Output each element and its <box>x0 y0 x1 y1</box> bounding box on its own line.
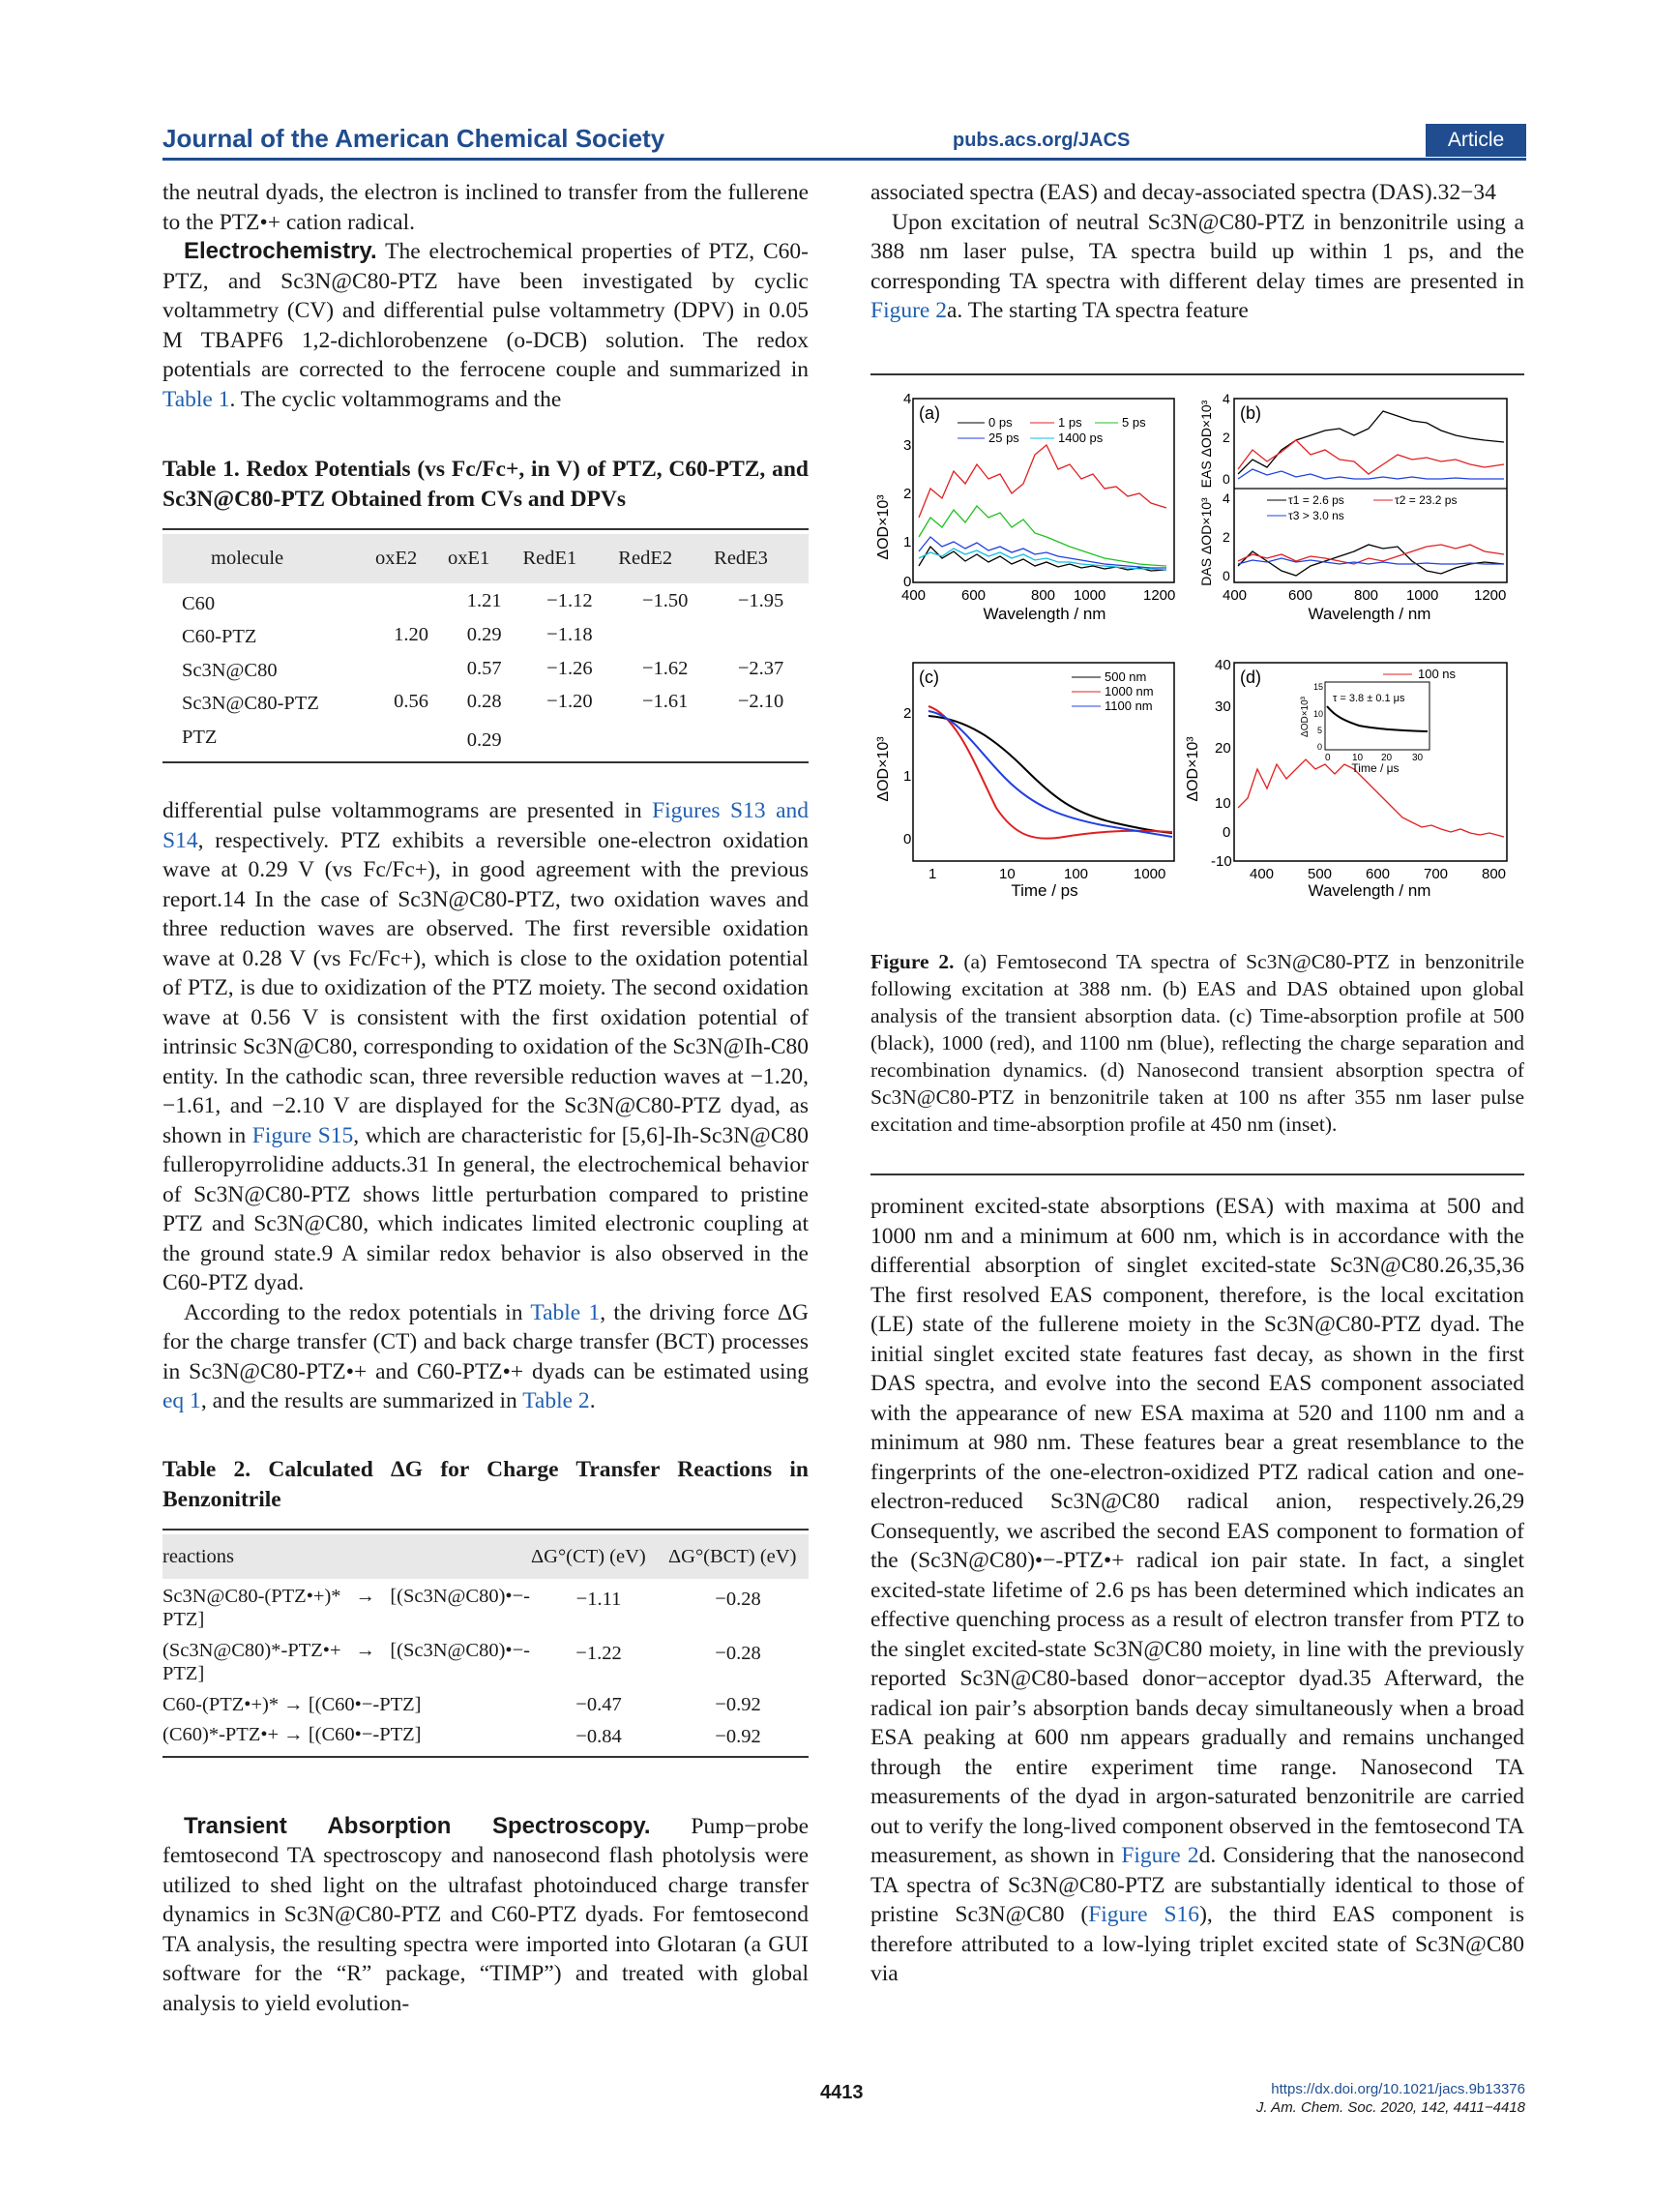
table-cell: 0.56 <box>394 691 428 712</box>
panel-c <box>875 663 1174 900</box>
table-1 <box>162 455 809 763</box>
table-cell: −1.11 <box>575 1589 622 1610</box>
tick-label: 10 <box>1215 795 1231 812</box>
table-cell <box>375 652 447 686</box>
table-cell: −1.95 <box>737 589 784 611</box>
r-p2-text: prominent excited-state absorptions (ESA) with maxima at 500 and 1000 nm and a minimum at 600 nm, which is in accordance with the differential absorption of singlet excited-state Sc3N@C80.26,35,36 The first resolved EAS component, therefore, is the local excitation (LE) state of the fullerene moiety in the Sc3N@C80-PTZ dyad. The initial singlet excited state features fast decay, as shown in the first DAS spectra, and evolve into the second EAS component associated with the appearance of new ESA maxima at 520 and 1100 nm and a minimum at 980 nm. These features bear a great resemblance to the fingerprints of the one-electron-oxidized PTZ radical cation and one-electron-reduced Sc3N@C80 radical anion, respectively.26,29 Consequently, we ascribed the second EAS component to formation of the (Sc3N@C80)•−-PTZ•+ radical ion pair state. In fact, a singlet excited-state lifetime of 2.6 ps has been determined which indicates an effective quenching process as a result of electron transfer from PTZ to the singlet excited-state Sc3N@C80 moiety, in line with the previously reported Sc3N@C80-based donor−acceptor dyad.35 Afterward, the radical ion pair’s absorption bands decay simultaneously when a broad ESA peaking at 600 nm appears gradually and remains unchanged through the entire experiment time range. Nanosecond TA measurements of the dyad in argon-saturated benzonitrile are carried out to verify the long-lived component observed in the femtosecond TA measurement, as shown in <box>870 1194 1524 1868</box>
panel-d-xticks <box>1250 866 1506 882</box>
table-cell <box>617 719 713 762</box>
panel-d-ylabel: ΔOD×10³ <box>1185 736 1201 802</box>
tick-label: 1 <box>928 866 937 882</box>
tick-label: 0 <box>1325 753 1331 763</box>
eq1-link[interactable]: eq 1 <box>162 1388 201 1413</box>
panel-b-label: (b) <box>1240 403 1261 423</box>
tick-label: 1 <box>903 534 912 550</box>
table-cell: C60-PTZ <box>182 626 257 647</box>
table-row <box>162 618 809 652</box>
tick-label: 1000 <box>1074 587 1106 604</box>
figure2-link-2[interactable]: Figure 2 <box>1121 1843 1199 1868</box>
tick-label: 2 <box>1223 529 1230 545</box>
tick-label: 600 <box>1288 587 1313 604</box>
table-cell: −1.20 <box>546 691 593 712</box>
legend-label: 25 ps <box>988 431 1019 445</box>
table-cell: −2.37 <box>737 657 784 679</box>
right-column-top <box>870 178 1524 326</box>
tick-label: 15 <box>1313 682 1324 692</box>
tick-label: 0 <box>1223 824 1231 841</box>
caption-label: Figure 2. <box>870 950 955 973</box>
tick-label: 4 <box>903 391 912 407</box>
figure-2 <box>870 382 1524 934</box>
tick-label: 2 <box>1223 430 1230 445</box>
tick-label: 600 <box>1366 866 1391 882</box>
table-1-col-molecule: molecule <box>211 548 284 569</box>
panel-c-xticks <box>928 866 1165 882</box>
table-row <box>162 583 809 619</box>
tick-label: 4 <box>1223 490 1230 506</box>
r-p2-text3: ), the third EAS component is therefore attributed to a low-lying triplet excited state of Sc3N@C80 via <box>870 1902 1524 1986</box>
inset-xlabel: Time / μs <box>1351 761 1400 775</box>
panel-a-label: (a) <box>919 403 940 423</box>
article-badge: Article <box>1426 124 1526 157</box>
right-paragraph-0: associated spectra (EAS) and decay-associated spectra (DAS).32−34 <box>870 180 1496 205</box>
table-cell: −0.92 <box>715 1725 761 1747</box>
series-eas-red <box>1238 440 1504 474</box>
figure-2-caption <box>870 948 1524 1138</box>
left-paragraph-0: the neutral dyads, the electron is inclined to transfer from the fullerene to the PTZ•+ cation radical. <box>162 180 809 235</box>
tick-label: 1200 <box>1474 587 1507 604</box>
journal-url[interactable]: pubs.acs.org/JACS <box>953 130 1131 151</box>
series-das-black <box>1238 545 1504 576</box>
panel-d-label: (d) <box>1240 668 1261 687</box>
panel-b <box>1198 391 1507 623</box>
series-1100nm-fit <box>928 711 1172 837</box>
table-cell: 1.20 <box>394 624 428 645</box>
legend-label: 100 ns <box>1418 667 1457 681</box>
table-1-col-redE1: RedE1 <box>522 548 577 569</box>
figure-bottom-rule <box>870 1174 1524 1175</box>
table-1-header-row <box>162 534 809 583</box>
table-2-col-bct: ΔG°(BCT) (eV) <box>668 1545 797 1567</box>
footer-citation <box>1256 2080 1525 2117</box>
figures-s13-s14-link[interactable]: Figures S13 and S14 <box>162 798 809 853</box>
series-1000nm-fit <box>928 706 1172 839</box>
panel-d-xlabel: Wavelength / nm <box>1308 881 1431 900</box>
legend-label: 1000 nm <box>1105 684 1154 698</box>
table-cell: −0.84 <box>575 1725 622 1747</box>
table-cell: −0.28 <box>715 1643 761 1664</box>
table-2-col-reactions: reactions <box>162 1545 234 1567</box>
ta-paragraph <box>162 1812 809 2019</box>
tick-label: 0 <box>1223 568 1230 583</box>
inset-tau: τ = 3.8 ± 0.1 μs <box>1333 693 1405 704</box>
tick-label: 40 <box>1215 657 1231 673</box>
tick-label: 20 <box>1215 740 1231 757</box>
table-cell: 0.28 <box>466 691 502 712</box>
figure2-link[interactable]: Figure 2 <box>870 298 947 323</box>
table1-link-2[interactable]: Table 1 <box>530 1299 601 1325</box>
tick-label: 0 <box>903 831 912 847</box>
table-cell: 0.29 <box>466 728 502 751</box>
panel-a-yticks <box>903 391 911 590</box>
table-cell <box>375 719 447 762</box>
table-cell: (Sc3N@C80)*-PTZ•+ → [(Sc3N@C80)•−-PTZ] <box>162 1640 530 1684</box>
caption-text: (a) Femtosecond TA spectra of Sc3N@C80-PTZ in benzonitrile following excitation at 388 nm. (b) EAS and DAS obtained upon global analysis of the transient absorption data. (c) Time-absorption profile at 500 (black), 1000 (red), and 1100 nm (blue), reflecting the charge separation and recombination dynamics. (d) Nanosecond transient absorption spectra of Sc3N@C80-PTZ in benzonitrile taken at 100 ns after 355 nm laser pulse excitation and time-absorption profile at 450 nm (inset). <box>870 950 1525 1136</box>
tick-label: 400 <box>1223 587 1248 604</box>
p2-text2: , which are characteristic for [5,6]-Ih-Sc3N@C80 fulleropyrrolidine adducts.31 In general, the electrochemical behavior of Sc3N@C80-PTZ shows little perturbation compared to pristine PTZ and Sc3N@C80, which indicates limited electronic coupling at the ground state.9 A similar redox behavior is also observed in the C60-PTZ dyad. <box>162 1122 809 1295</box>
panel-d-inset <box>1300 682 1429 775</box>
table-cell: −0.47 <box>575 1694 622 1715</box>
journal-title[interactable]: Journal of the American Chemical Society <box>162 124 665 153</box>
table2-link[interactable]: Table 2 <box>522 1388 590 1413</box>
legend-label: 0 ps <box>988 415 1013 430</box>
tick-label: 2 <box>903 486 912 502</box>
electrochem-text: The electrochemical properties of PTZ, C60-PTZ, and Sc3N@C80-PTZ have been investigated by cyclic voltammetry (CV) and differential pulse voltammetry (DPV) in 0.05 M TBAPF6 1,2-dichlorobenzene (o-DCB) solution. The redox potentials are corrected to the ferrocene couple and summarized in <box>162 239 810 382</box>
table-cell: −1.12 <box>546 589 593 611</box>
tick-label: 700 <box>1424 866 1449 882</box>
p3-start: According to the redox potentials in <box>184 1299 523 1325</box>
right-paragraph-1 <box>870 208 1524 326</box>
figure-s15-link[interactable]: Figure S15 <box>251 1122 354 1148</box>
tick-label: 100 <box>1064 866 1089 882</box>
table-cell <box>375 583 447 619</box>
table-cell: C60 <box>182 592 216 614</box>
table-cell: −1.50 <box>642 589 689 611</box>
table-row <box>162 1689 809 1721</box>
series-eas-blue <box>1238 469 1504 479</box>
tick-label: 1000 <box>1406 587 1439 604</box>
tick-label: 1000 <box>1134 866 1166 882</box>
doi-link[interactable]: https://dx.doi.org/10.1021/jacs.9b13376 <box>1271 2081 1525 2097</box>
tick-label: 1 <box>903 768 912 785</box>
ta-heading: Transient Absorption Spectroscopy. <box>184 1812 651 1839</box>
tick-label: 800 <box>1031 587 1056 604</box>
table-cell: 1.21 <box>466 589 502 611</box>
table-cell: (C60)*-PTZ•+ → [(C60•−-PTZ] <box>162 1723 422 1745</box>
tick-label: 20 <box>1381 753 1393 763</box>
panel-b-yticks <box>1223 391 1230 583</box>
tick-label: 10 <box>999 866 1016 882</box>
legend-label: τ2 = 23.2 ps <box>1395 493 1458 507</box>
r-p1-end: a. The starting TA spectra feature <box>946 298 1249 323</box>
table-1-grid <box>162 534 809 761</box>
legend-label: 1400 ps <box>1058 431 1104 445</box>
table-cell: 0.57 <box>466 657 502 679</box>
electrochem-paragraph <box>162 237 809 414</box>
legend-label: 5 ps <box>1122 415 1146 430</box>
p3-text2: , and the results are summarized in <box>200 1388 517 1413</box>
table1-link[interactable]: Table 1 <box>162 386 230 412</box>
table-cell: Sc3N@C80 <box>182 659 278 681</box>
citation: J. Am. Chem. Soc. 2020, 142, 4411−4418 <box>1255 2099 1525 2116</box>
series-1ps <box>919 445 1166 518</box>
table-cell: −0.92 <box>715 1694 761 1715</box>
panel-c-legend <box>1072 669 1154 713</box>
table-1-top-rule <box>162 528 809 530</box>
figure-top-rule <box>870 373 1524 375</box>
table-2-header-row <box>162 1534 809 1580</box>
panel-b-ylabel-top: EAS ΔOD×10³ <box>1198 400 1214 489</box>
panel-d <box>1185 657 1507 900</box>
table-row <box>162 652 809 686</box>
panel-c-ylabel: ΔOD×10³ <box>875 736 892 802</box>
table-row <box>162 685 809 719</box>
tick-label: 600 <box>961 587 987 604</box>
ta-text: Pump−probe femtosecond TA spectroscopy and nanosecond flash photolysis were utilized to shed light on the ultrafast photoinduced charge transfer dynamics in Sc3N@C80-PTZ and C60-PTZ dyads. For femtosecond TA analysis, the resulting spectra were imported into Glotaran (a GUI software for the “R” package, “TIMP”) and treated with global analysis to yield evolution- <box>162 1813 810 2016</box>
series-eas-black <box>1238 411 1504 474</box>
legend-label: 1 ps <box>1058 415 1082 430</box>
table-cell: −0.28 <box>715 1589 761 1610</box>
header-rule <box>162 158 1526 161</box>
tick-label: 4 <box>1223 391 1230 406</box>
inset-ylabel: ΔOD×10³ <box>1300 697 1311 737</box>
legend-label: 1100 nm <box>1105 698 1153 713</box>
left-paragraph-2 <box>162 796 809 1298</box>
left-paragraph-3 <box>162 1298 809 1416</box>
tick-label: 30 <box>1215 698 1231 715</box>
tick-label: 0 <box>1223 471 1230 487</box>
table-row <box>162 1579 809 1635</box>
figure-s16-link[interactable]: Figure S16 <box>1088 1902 1200 1927</box>
tick-label: 10 <box>1313 709 1324 719</box>
p2-text: , respectively. PTZ exhibits a reversible one-electron oxidation wave at 0.29 V (vs Fc/Fc+), in good agreement with the previous report.14 In the case of Sc3N@C80-PTZ, two oxidation waves and three reduction waves are observed. The first reversible oxidation wave at 0.28 V (vs Fc/Fc+), which is close to the oxidation potential of PTZ, is due to oxidization of the PTZ moiety. The second oxidation wave at 0.56 V is consistent with the first oxidation potential of intrinsic Sc3N@C80, corresponding to oxidation of the Sc3N@Ih-C80 entity. In the cathodic scan, three reversible reduction waves at −1.20, −1.61, and −2.10 V are displayed for the Sc3N@C80-PTZ dyad, as shown in <box>162 827 809 1148</box>
right-column-bottom <box>870 1192 1524 1989</box>
tick-label: 800 <box>1482 866 1507 882</box>
table-2-col-ct: ΔG°(CT) (eV) <box>531 1545 646 1567</box>
tick-label: 0 <box>1317 742 1323 752</box>
table-1-col-oxE2: oxE2 <box>375 548 418 569</box>
table-1-title: Table 1. Redox Potentials (vs Fc/Fc+, in V) of PTZ, C60-PTZ, and Sc3N@C80-PTZ Obtained from CVs and DPVs <box>162 457 809 512</box>
tick-label: -10 <box>1211 853 1232 870</box>
legend-label: τ3 > 3.0 ns <box>1288 509 1344 522</box>
table-2-grid <box>162 1534 809 1756</box>
table-2-bottom-rule <box>162 1756 809 1758</box>
panel-a-legend <box>958 415 1146 445</box>
tick-label: 400 <box>901 587 927 604</box>
series-das-red <box>1238 545 1504 564</box>
panel-b-ylabel-bottom: DAS ΔOD×10³ <box>1198 497 1214 586</box>
tick-label: 800 <box>1354 587 1379 604</box>
table-row <box>162 1635 809 1689</box>
table-2 <box>162 1455 809 1758</box>
table-cell: −1.62 <box>642 657 689 679</box>
panel-a-ylabel: ΔOD×10³ <box>875 494 892 560</box>
panel-b-xticks <box>1223 587 1506 604</box>
table-2-top-rule <box>162 1529 809 1530</box>
panel-c-xlabel: Time / ps <box>1011 881 1078 900</box>
right-paragraph-2 <box>870 1192 1524 1989</box>
table-cell: −1.22 <box>575 1643 622 1664</box>
panel-b-legend <box>1267 493 1457 522</box>
table-cell: −2.10 <box>737 691 784 712</box>
table-cell: 0.29 <box>466 624 502 645</box>
table-cell: −1.26 <box>546 657 593 679</box>
electrochem-text-end: . The cyclic voltammograms and the <box>229 386 562 412</box>
table-cell: −1.18 <box>546 624 593 645</box>
tick-label: 500 <box>1308 866 1333 882</box>
table-cell: PTZ <box>182 726 218 748</box>
panel-c-yticks <box>903 705 911 847</box>
r-p1-text: Upon excitation of neutral Sc3N@C80-PTZ in benzonitrile using a 388 nm laser pulse, TA spectra build up within 1 ps, and the corresponding TA spectra with different delay times are presented in <box>870 209 1524 294</box>
panel-a-xlabel: Wavelength / nm <box>983 605 1106 623</box>
table-cell <box>713 618 809 652</box>
legend-label: 500 nm <box>1105 669 1147 684</box>
table-cell <box>713 719 809 762</box>
table-cell: −1.61 <box>642 691 689 712</box>
table-2-title: Table 2. Calculated ΔG for Charge Transfer Reactions in Benzonitrile <box>162 1456 809 1512</box>
table-cell: Sc3N@C80-(PTZ•+)* → [(Sc3N@C80)•−-PTZ] <box>162 1586 530 1630</box>
p3-text: , the driving force ΔG for the charge transfer (CT) and back charge transfer (BCT) processes in Sc3N@C80-PTZ•+ and C60-PTZ•+ dyads can be estimated using <box>162 1299 810 1384</box>
legend-label: τ1 = 2.6 ps <box>1288 493 1344 507</box>
table-cell: C60-(PTZ•+)* → [(C60•−-PTZ] <box>162 1694 422 1716</box>
p2-start: differential pulse voltammograms are presented in <box>162 798 642 823</box>
table-cell: Sc3N@C80-PTZ <box>182 693 319 714</box>
table-1-col-redE2: RedE2 <box>618 548 673 569</box>
tick-label: 10 <box>1352 753 1364 763</box>
table-1-col-oxE1: oxE1 <box>448 548 490 569</box>
electrochem-heading: Electrochemistry. <box>184 238 377 264</box>
tick-label: 2 <box>903 705 912 722</box>
table-1-bottom-rule <box>162 761 809 763</box>
p3-end: . <box>589 1388 596 1413</box>
inset-yticks <box>1313 682 1323 752</box>
page-number: 4413 <box>820 2082 864 2103</box>
r-p2-text2: d. Considering that the nanosecond TA spectra of Sc3N@C80-PTZ are substantially identical to those of pristine Sc3N@C80 ( <box>870 1843 1524 1927</box>
tick-label: 400 <box>1250 866 1275 882</box>
tick-label: 3 <box>903 437 912 454</box>
tick-label: 1200 <box>1143 587 1176 604</box>
table-row <box>162 1721 809 1756</box>
table-row <box>162 719 809 762</box>
table-cell <box>617 618 713 652</box>
panel-d-yticks <box>1211 657 1232 870</box>
panel-b-xlabel: Wavelength / nm <box>1308 605 1431 623</box>
table-1-col-redE3: RedE3 <box>714 548 768 569</box>
tick-label: 5 <box>1317 726 1323 735</box>
tick-label: 0 <box>903 574 912 590</box>
table-cell <box>521 719 617 762</box>
panel-c-label: (c) <box>919 668 939 687</box>
tick-label: 30 <box>1412 753 1424 763</box>
left-column <box>162 178 809 2018</box>
panel-a-xticks <box>901 587 1175 604</box>
panel-a <box>875 391 1175 623</box>
series-5ps <box>919 506 1166 566</box>
